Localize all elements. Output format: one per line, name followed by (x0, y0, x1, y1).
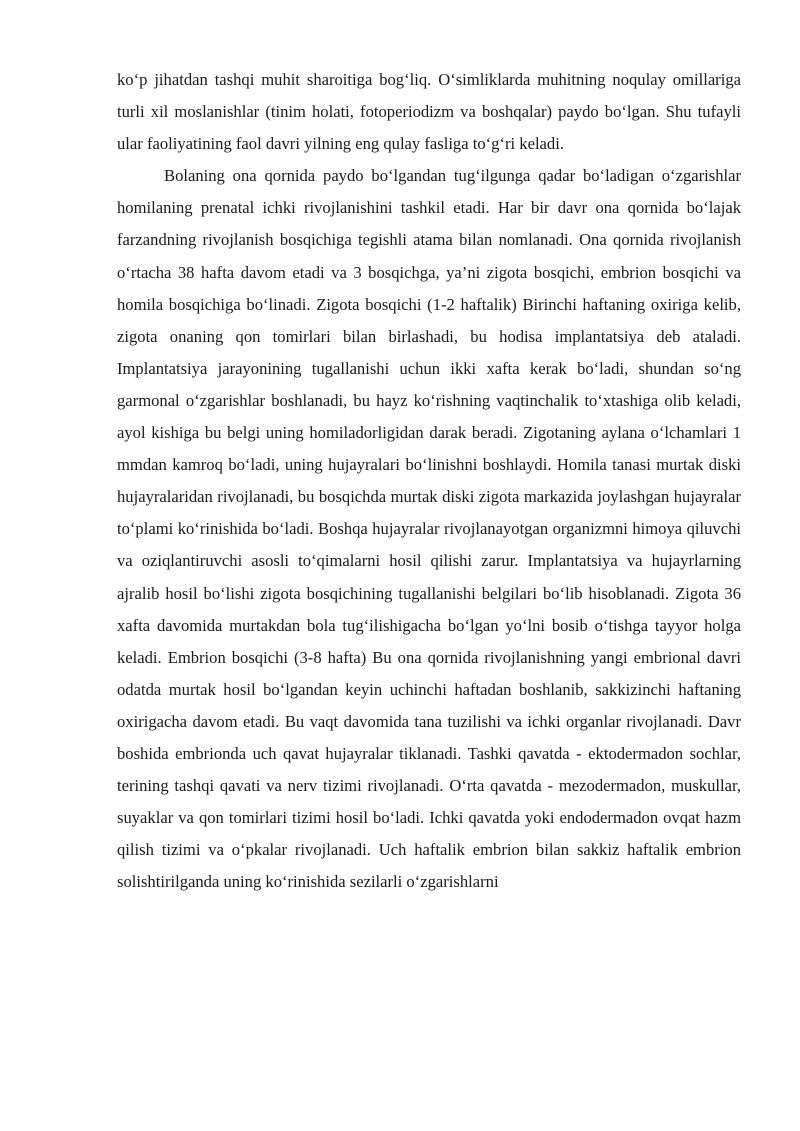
paragraph-prenatal-development: Bolaning ona qornida paydo bo‘lgandan tug‘ilgunga qadar bo‘ladigan o‘zgarishlar homilaning prenatal ichki rivojlanishini tashkil etadi. Har bir davr ona qornida bo‘lajak farzandning rivojlanish bosqichiga tegishli atama bilan nomlanadi. Ona qornida rivojlanish o‘rtacha 38 hafta davom etadi va 3 bosqichga, ya’ni zigota bosqichi, embrion bosqichi va homila bosqichiga bo‘linadi. Zigota bosqichi (1-2 haftalik) Birinchi haftaning oxiriga kelib, zigota onaning qon tomirlari bilan birlashadi, bu hodisa implantatsiya deb ataladi. Implantatsiya jarayonining tugallanishi uchun ikki xafta kerak bo‘ladi, shundan so‘ng garmonal o‘zgarishlar boshlanadi, bu hayz ko‘rishning vaqtinchalik to‘xtashiga olib keladi, ayol kishiga bu belgi uning homiladorligidan darak beradi. Zigotaning aylana o‘lchamlari 1 mmdan kamroq bo‘ladi, uning hujayralari bo‘linishni boshlaydi. Homila tanasi murtak diski hujayralaridan rivojlanadi, bu bosqichda murtak diski zigota markazida joylashgan hujayralar to‘plami ko‘rinishida bo‘ladi. Boshqa hujayralar rivojlanayotgan organizmni himoya qiluvchi va oziqlantiruvchi asosli to‘qimalarni hosil qilishi zarur. Implantatsiya va hujayrlarning ajralib hosil bo‘lishi zigota bosqichining tugallanishi belgilari bo‘lib hisoblanadi. Zigota 36 xafta davomida murtakdan bola tug‘ilishigacha bo‘lgan yo‘lni bosib o‘tishga tayyor holga keladi. Embrion bosqichi (3-8 hafta) Bu ona qornida rivojlanishning yangi embrional davri odatda murtak hosil bo‘lgandan keyin uchinchi haftadan boshlanib, sakkizinchi haftaning oxirigacha davom etadi. Bu vaqt davomida tana tuzilishi va ichki organlar rivojlanadi. Davr boshida embrionda uch qavat hujayralar tiklanadi. Tashki qavatda - ektodermadon sochlar, terining tashqi qavati va nerv tizimi rivojlanadi. O‘rta qavatda - mezodermadon, muskullar, suyaklar va qon tomirlari tizimi hosil bo‘ladi. Ichki qavatda yoki endodermadon ovqat hazm qilish tizimi va o‘pkalar rivojlanadi. Uch haftalik embrion bilan sakkiz haftalik embrion solishtirilganda uning ko‘rinishida sezilarli o‘zgarishlarni (117, 166, 741, 892)
document-page (117, 64, 741, 898)
paragraph-continued: ko‘p jihatdan tashqi muhit sharoitiga bog‘liq. O‘simliklarda muhitning noqulay omillariga turli xil moslanishlar (tinim holati, fotoperiodizm va boshqalar) paydo bo‘lgan. Shu tufayli ular faoliyatining faol davri yilning eng qulay fasliga to‘g‘ri keladi. (117, 70, 741, 154)
